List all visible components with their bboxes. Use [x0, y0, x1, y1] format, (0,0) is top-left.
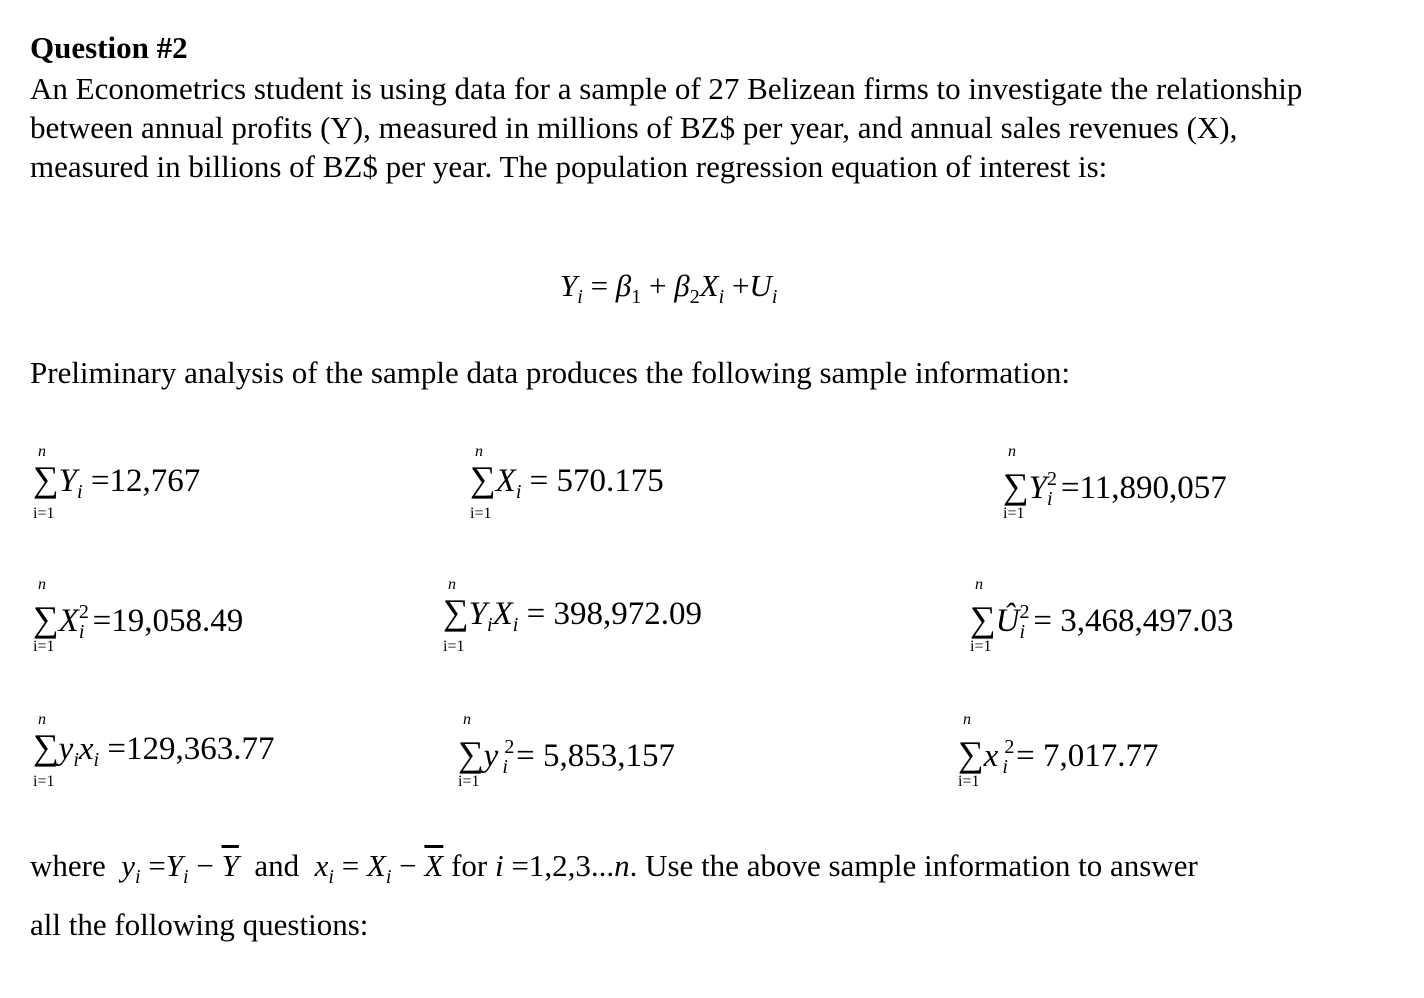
where-Xbar: $\overline{X}$ — [424, 848, 444, 883]
where-i: i — [495, 848, 504, 883]
sum-term: y — [483, 738, 499, 774]
where-eq1: = — [148, 848, 166, 883]
where-paragraph — [30, 842, 1390, 949]
where-Y-sub: i — [183, 866, 189, 888]
eq-u: U — [749, 268, 772, 303]
where-Ybar: $\overline{Y}$ — [221, 848, 239, 883]
sum-term-sup: 2 — [504, 736, 515, 758]
sum-expression: $\sum Y^2_i =11,890,057$ — [1003, 466, 1227, 510]
where-line-1 — [30, 842, 1390, 901]
sum-term-sub: i — [515, 481, 522, 503]
eq-plus-1: + — [649, 268, 667, 303]
sum-upper-limit: n — [463, 711, 471, 728]
sum-term-sub: i — [1047, 488, 1053, 510]
sum-term-sup: 2 — [78, 601, 89, 623]
sum-lower-limit: i=1 — [970, 638, 992, 655]
sum-upper-limit: n — [1008, 443, 1016, 460]
where-x-sub: i — [328, 866, 334, 888]
sum-x-deviation-squared — [958, 711, 1258, 821]
where-X: X — [366, 848, 386, 883]
eq-plus-2: + — [731, 268, 750, 303]
where-minus2: − — [399, 848, 417, 883]
sum-u-hat-squared — [970, 576, 1300, 686]
where-y-sub: i — [135, 866, 141, 888]
sum-expression: $\sum y_ix_i =129,363.77$ — [33, 727, 275, 771]
intro-paragraph — [30, 69, 1360, 186]
eq-beta1-sub: 1 — [631, 286, 642, 308]
sum-term-sub: i — [1019, 621, 1026, 643]
sum-lower-limit: i=1 — [958, 773, 980, 790]
sum-value: = 5,853,157 — [516, 738, 676, 774]
sum-upper-limit: n — [448, 576, 456, 593]
sum-term-sub: i — [78, 621, 85, 643]
where-y: y — [121, 848, 135, 883]
sum-term-sub: i — [487, 614, 493, 636]
sum-lower-limit: i=1 — [458, 773, 480, 790]
sum-upper-limit: n — [38, 443, 46, 460]
where-n: n — [614, 848, 630, 883]
eq-lhs-sub: i — [577, 286, 583, 308]
sum-term: x — [983, 738, 999, 774]
sum-value: = 3,468,497.03 — [1033, 603, 1234, 639]
question-title: Question #2 — [30, 30, 188, 65]
eq-beta2-sub: 2 — [689, 286, 700, 308]
where-eq2: = — [341, 848, 360, 883]
sum-expression: $\sum X^2_i =19,058.49$ — [33, 599, 244, 643]
eq-beta2: β — [674, 268, 690, 303]
sum-yx — [443, 576, 773, 686]
sum-expression: $\sum Y_iX_i = 398,972.09$ — [443, 592, 702, 636]
sum-x-squared — [33, 576, 333, 686]
intro-text: An Econometrics student is using data for a sample of 27 Belizean firms to investigate the relationship between annual profits (Y), measured in millions of BZ$ per year, and annual sales revenues (X), measured in billions of BZ$ per year. The population regression equation of interest is: — [30, 71, 1303, 184]
where-X-sub: i — [385, 866, 392, 888]
eq-u-sub: i — [771, 286, 778, 308]
sum-y-squared — [1003, 443, 1333, 553]
sum-term-sup: 2 — [1004, 736, 1015, 758]
sum-lower-limit: i=1 — [33, 773, 55, 790]
sum-term-sup: 2 — [1047, 468, 1058, 490]
sum-upper-limit: n — [38, 576, 46, 593]
preliminary-text: Preliminary analysis of the sample data produces the following sample information: — [30, 355, 1070, 390]
sum-term: Û — [995, 603, 1020, 639]
sum-term: X — [495, 463, 516, 499]
sum-expression: $\sum X_i = 570.175$ — [470, 459, 664, 503]
sum-upper-limit: n — [963, 711, 971, 728]
sum-term: Y — [468, 596, 488, 632]
where-rest-1: . Use the above sample information to answer — [629, 848, 1198, 883]
eq-x: X — [699, 268, 719, 303]
regression-equation — [560, 268, 777, 315]
sum-term-2-sub: i — [93, 749, 100, 771]
sum-upper-limit: n — [38, 711, 46, 728]
sum-x — [470, 443, 770, 553]
sum-term: Y — [58, 463, 78, 499]
eq-equals: = — [590, 268, 609, 303]
sum-term-sup: 2 — [1019, 601, 1030, 623]
where-and: and — [254, 848, 300, 883]
sum-lower-limit: i=1 — [470, 505, 492, 522]
sum-expression: $\sum Û^2_i = 3,468,497.03$ — [970, 599, 1234, 643]
eq-x-sub: i — [718, 286, 725, 308]
sum-value: = 570.175 — [529, 463, 664, 499]
sum-term-2: x — [78, 731, 94, 767]
sum-value: = 7,017.77 — [1016, 738, 1159, 774]
sum-value: =11,890,057 — [1060, 470, 1227, 506]
sum-term: y — [58, 731, 74, 767]
sum-upper-limit: n — [975, 576, 983, 593]
sum-y-deviation-squared — [458, 711, 758, 821]
sum-term: X — [58, 603, 79, 639]
sum-term-sub: i — [502, 756, 508, 778]
sum-expression: $\sum Y_i =12,767$ — [33, 459, 201, 503]
sum-expression: ∑x $^2_i$ = 7,017.77 — [958, 734, 1159, 778]
sum-lower-limit: i=1 — [33, 505, 55, 522]
where-line-2: all the following questions: — [30, 907, 369, 942]
sum-term-sub: i — [1002, 756, 1008, 778]
sum-term: Y — [1028, 470, 1048, 506]
eq-beta1: β — [615, 268, 632, 303]
sum-value: = 398,972.09 — [526, 596, 702, 632]
sum-y — [33, 443, 333, 553]
sum-term-2: X — [492, 596, 513, 632]
sum-expression: ∑y $^2_i$ = 5,853,157 — [458, 734, 676, 778]
sum-lower-limit: i=1 — [1003, 505, 1025, 522]
where-minus1: − — [196, 848, 214, 883]
sum-term-sub: i — [73, 749, 79, 771]
sum-term-2-sub: i — [512, 614, 519, 636]
sum-upper-limit: n — [475, 443, 483, 460]
sum-lower-limit: i=1 — [33, 638, 55, 655]
sum-value: =129,363.77 — [107, 731, 275, 767]
where-Y: Y — [165, 848, 184, 883]
eq-lhs: Y — [560, 268, 578, 303]
sum-term-sub: i — [77, 481, 83, 503]
sum-lower-limit: i=1 — [443, 638, 465, 655]
where-for: for — [451, 848, 488, 883]
where-range: =1,2,3... — [511, 848, 615, 883]
sum-yx-deviations — [33, 711, 333, 821]
sum-value: =12,767 — [90, 463, 201, 499]
sum-value: =19,058.49 — [92, 603, 244, 639]
where-x: x — [314, 848, 329, 883]
where-word: where — [30, 848, 106, 883]
